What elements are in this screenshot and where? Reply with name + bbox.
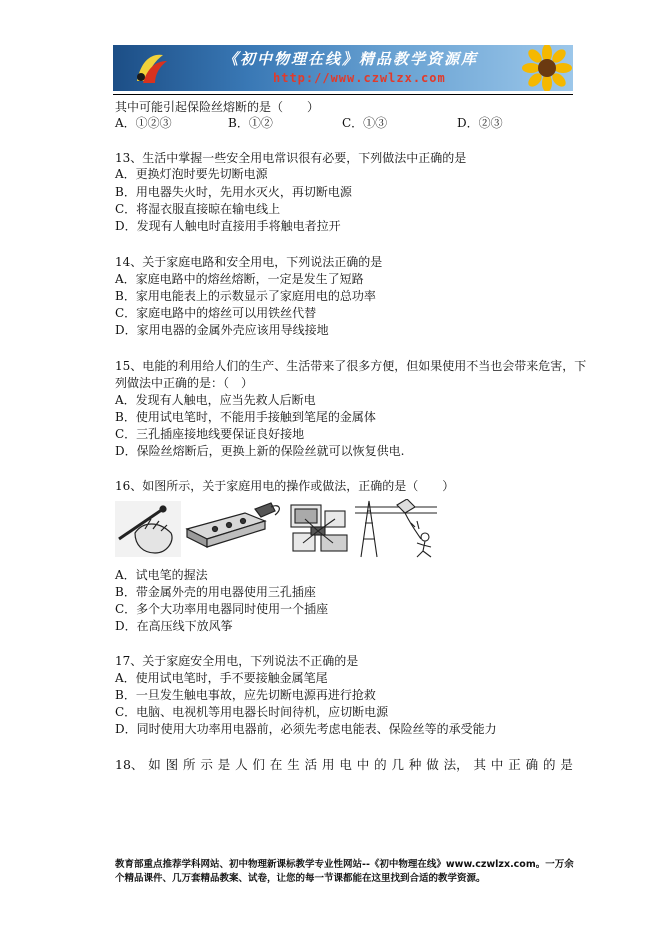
q18-stem-char: 如 (148, 757, 161, 772)
q12-option-b: B．①② (228, 116, 273, 130)
q16-option-d: D．在高压线下放风筝 (115, 619, 233, 633)
sunflower-icon (521, 45, 573, 91)
q13-option-b: B．用电器失火时，先用水灭火，再切断电源 (115, 185, 352, 199)
q18-stem-char: 是 (560, 757, 573, 772)
q15-stem-line1: 15、电能的利用给人们的生产、生活带来了很多方便，但如果使用不当也会带来危害，下 (115, 359, 587, 373)
q18-stem-char: 正 (508, 757, 521, 772)
q13-stem: 13、生活中掌握一些安全用电常识很有必要，下列做法中正确的是 (115, 151, 467, 165)
q18-stem-char: 图 (165, 757, 179, 772)
overloaded-socket-picture (291, 505, 347, 551)
q14-option-a: A．家庭电路中的熔丝熔断，一定是发生了短路 (115, 272, 364, 286)
q18-stem-char: 中 (356, 757, 370, 772)
q18-stem-char: 的 (374, 757, 387, 772)
q14-stem: 14、关于家庭电路和安全用电，下列说法正确的是 (115, 255, 383, 269)
q18-stem-char: 做 (426, 757, 439, 772)
q14-option-c: C．家庭电路中的熔丝可以用铁丝代替 (115, 306, 317, 320)
q18-stem-char: 法， (443, 757, 469, 772)
q17-option-b: B．一旦发生触电事故，应先切断电源再进行抢救 (115, 688, 376, 702)
q15-option-c: C．三孔插座接地线要保证良好接地 (115, 427, 305, 441)
kite-under-power-line-picture (355, 499, 437, 557)
header-banner (113, 45, 573, 91)
q13-option-d: D．发现有人触电时直接用手将触电者拉开 (115, 219, 341, 233)
q16-option-b: B．带金属外壳的用电器使用三孔插座 (115, 585, 316, 599)
q15-option-d: D．保险丝熔断后，更换上新的保险丝就可以恢复供电. (115, 444, 405, 458)
q17-stem: 17、关于家庭安全用电，下列说法不正确的是 (115, 654, 359, 668)
q15-option-a: A．发现有人触电，应当先救人后断电 (115, 393, 316, 407)
q18-stem-char: 中 (490, 757, 504, 772)
q18-stem-char: 的 (543, 757, 556, 772)
three-pin-socket-picture (187, 503, 279, 547)
q16-figure (115, 499, 437, 559)
q18-stem-char: 生 (287, 757, 300, 772)
q18-stem (115, 757, 573, 773)
q18-stem-char: 是 (217, 757, 231, 772)
q18-stem-char: 18、 (115, 757, 144, 772)
banner-url[interactable]: http://www.czwlzx.com (273, 71, 446, 85)
q18-stem-char: 用 (322, 757, 335, 772)
header-rule (113, 94, 573, 95)
q17-option-d: D．同时使用大功率用电器前，必须先考虑电能表、保险丝等的承受能力 (115, 722, 497, 736)
q15-option-b: B．使用试电笔时，不能用手接触到笔尾的金属体 (115, 410, 376, 424)
banner-title: 《初中物理在线》精品教学资源库 (223, 50, 479, 68)
q13-option-a: A．更换灯泡时要先切断电源 (115, 167, 268, 181)
q18-stem-char: 几 (391, 757, 405, 772)
site-logo-icon (133, 51, 169, 85)
footer-line1: 教育部重点推荐学科网站、初中物理新课标教学专业性网站--《初中物理在线》www.czwlzx.com。一万余 (115, 859, 574, 870)
q14-option-d: D．家用电器的金属外壳应该用导线接地 (115, 323, 329, 337)
q17-option-c: C．电脑、电视机等用电器长时间待机，应切断电源 (115, 705, 389, 719)
q18-stem-char: 电 (339, 757, 352, 772)
q16-option-c: C．多个大功率用电器同时使用一个插座 (115, 602, 329, 616)
test-pencil-grip-picture (115, 501, 181, 557)
q18-stem-char: 们 (252, 757, 266, 772)
q13-option-c: C．将湿衣服直接晾在输电线上 (115, 202, 281, 216)
footer-line2: 个精品课件、几万套精品教案、试卷，让您的每一节课都能在这里找到合适的教学资源。 (115, 873, 486, 884)
q18-stem-char: 人 (235, 757, 248, 772)
q12-stem: 其中可能引起保险丝熔断的是（ ） (115, 100, 320, 114)
q12-option-c: C．①③ (342, 116, 388, 130)
q18-stem-char: 种 (408, 757, 422, 772)
q18-stem-char: 示 (200, 757, 213, 772)
q18-stem-char: 确 (525, 757, 539, 772)
q18-stem-char: 所 (183, 757, 196, 772)
q18-stem-char: 在 (269, 757, 283, 772)
q14-option-b: B．家用电能表上的示数显示了家庭用电的总功率 (115, 289, 376, 303)
q18-stem-char: 活 (304, 757, 318, 772)
q15-stem-line2: 列做法中正确的是：（ ） (115, 376, 254, 390)
q17-option-a: A．使用试电笔时，手不要接触金属笔尾 (115, 671, 328, 685)
q16-stem: 16、如图所示，关于家庭用电的操作或做法，正确的是（ ） (115, 479, 455, 493)
q12-option-d: D．②③ (457, 116, 503, 130)
q12-option-a: A．①②③ (115, 116, 172, 130)
q16-option-a: A．试电笔的握法 (115, 568, 208, 582)
q18-stem-char: 其 (473, 757, 487, 772)
